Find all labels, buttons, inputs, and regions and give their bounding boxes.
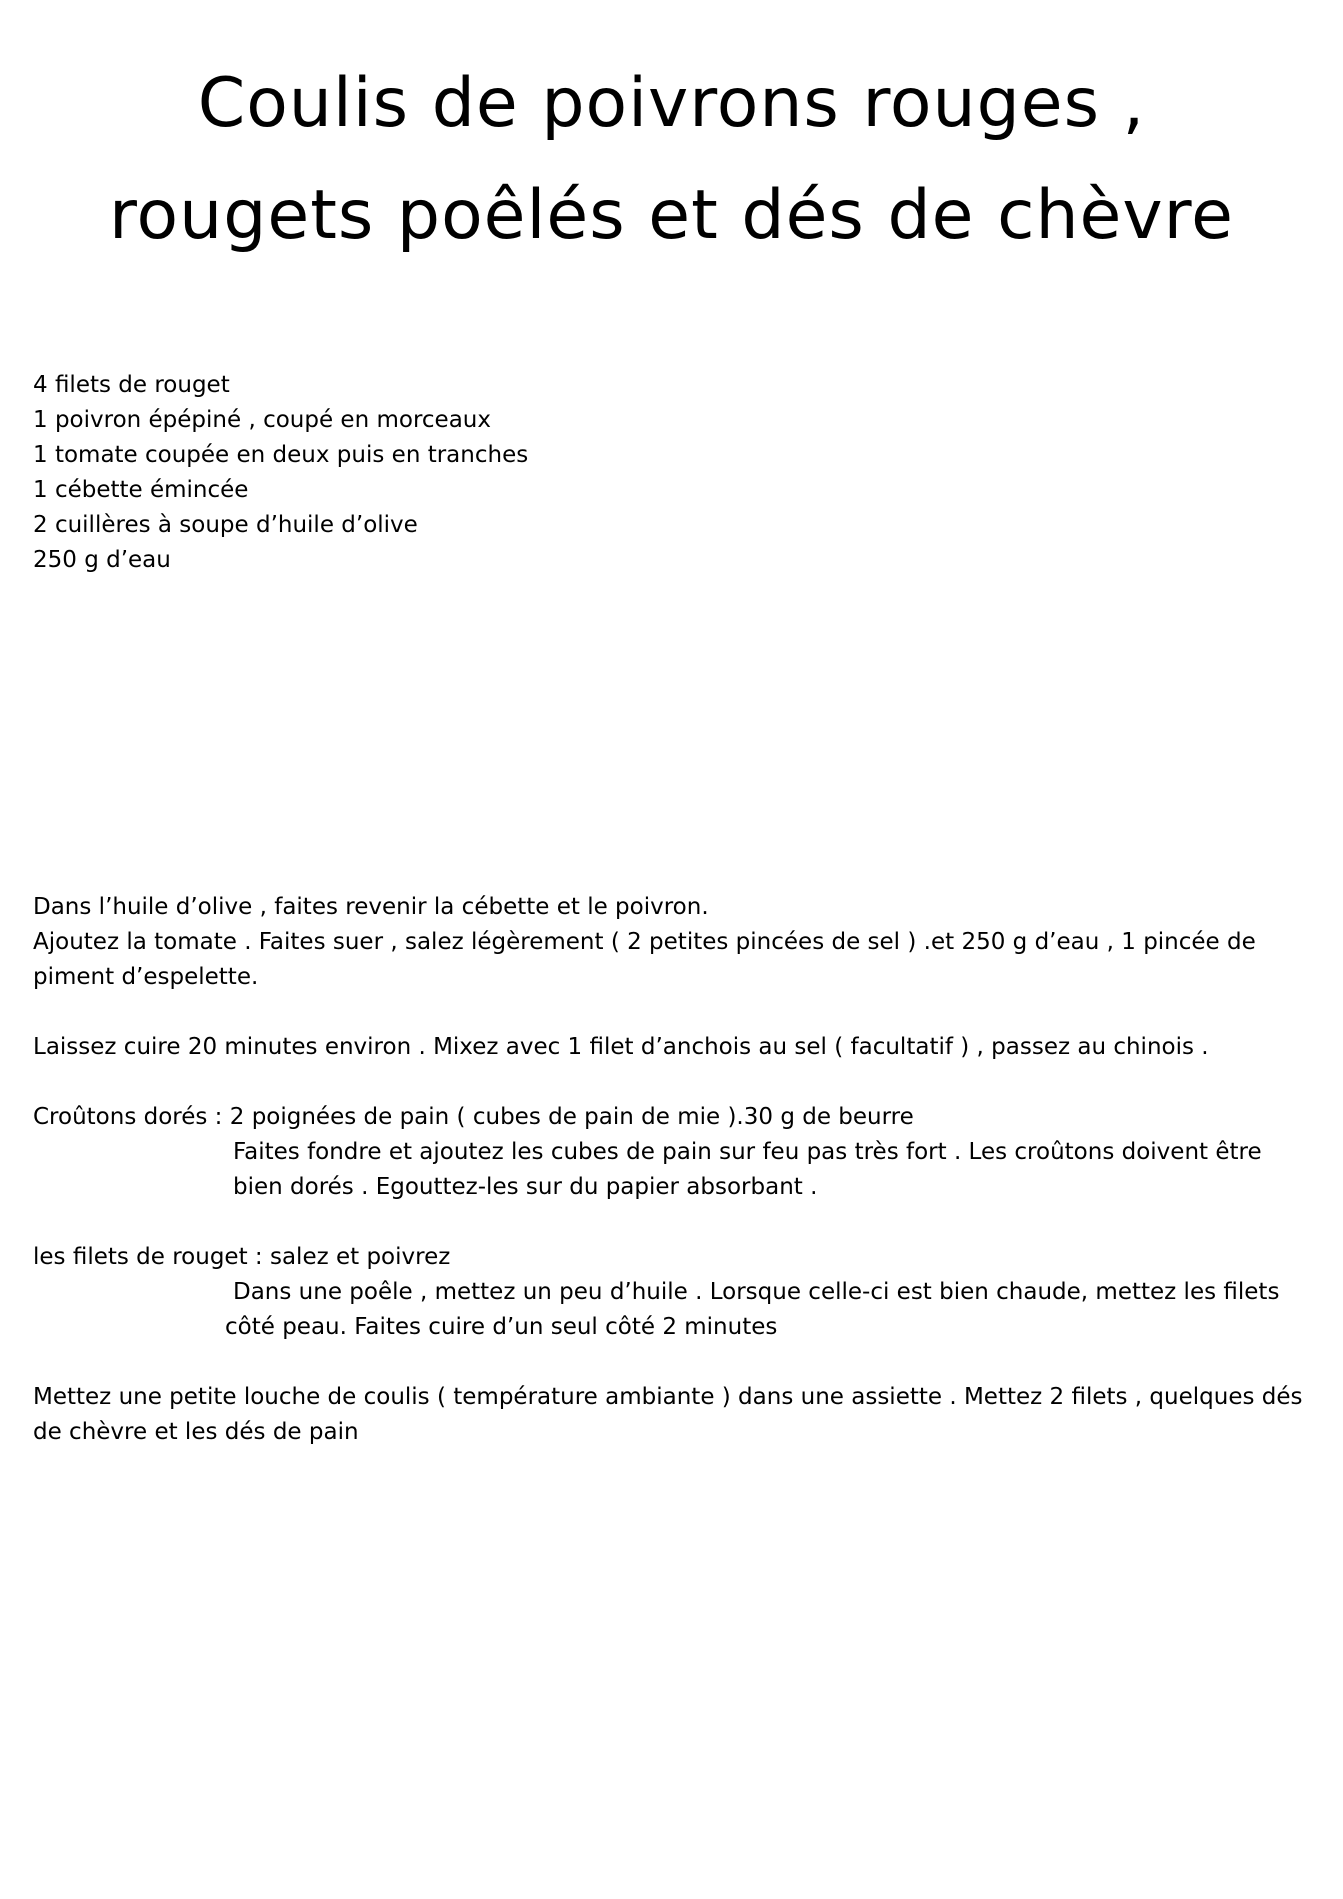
title-line-1: Coulis de poivrons rouges , [197, 64, 1146, 143]
croutons-line: bien dorés . Egouttez-les sur du papier absorbant . [233, 1174, 818, 1200]
instructions [33, 890, 1323, 1450]
serve-line: Mettez une petite louche de coulis ( température ambiante ) dans une assiette . Mettez 2 filets , quelques dés [33, 1384, 1303, 1410]
rouget-line: les filets de rouget : salez et poivrez [33, 1244, 451, 1270]
step-2-line: Laissez cuire 20 minutes environ . Mixez avec 1 filet d’anchois au sel ( facultatif ) , passez au chinois . [33, 1034, 1209, 1060]
step-1-line: piment d’espelette. [33, 964, 259, 990]
spacer [33, 1065, 1323, 1100]
rouget-line: côté peau. Faites cuire d’un seul côté 2 minutes [225, 1314, 778, 1340]
ingredient-item: 250 g d’eau [33, 547, 171, 573]
ingredient-item: 1 poivron épépiné , coupé en morceaux [33, 407, 491, 433]
spacer [33, 995, 1323, 1030]
title-line-2: rougets poêlés et dés de chèvre [109, 176, 1234, 255]
serve-line: de chèvre et les dés de pain [33, 1419, 359, 1445]
ingredient-item: 2 cuillères à soupe d’huile d’olive [33, 512, 418, 538]
ingredient-item: 1 cébette émincée [33, 477, 249, 503]
step-1-line: Ajoutez la tomate . Faites suer , salez légèrement ( 2 petites pincées de sel ) .et 250 g d’eau , 1 pincée de [33, 929, 1256, 955]
step-1-line: Dans l’huile d’olive , faites revenir la cébette et le poivron. [33, 894, 709, 920]
page-title [0, 48, 1343, 272]
ingredient-list [33, 368, 528, 578]
croutons-line: Faites fondre et ajoutez les cubes de pain sur feu pas très fort . Les croûtons doivent être [233, 1139, 1262, 1165]
rouget-line: Dans une poêle , mettez un peu d’huile . Lorsque celle-ci est bien chaude, mettez les filets [233, 1279, 1280, 1305]
croutons-line: Croûtons dorés : 2 poignées de pain ( cubes de pain de mie ).30 g de beurre [33, 1104, 914, 1130]
spacer [33, 1345, 1323, 1380]
ingredient-item: 1 tomate coupée en deux puis en tranches [33, 442, 529, 468]
spacer [33, 1205, 1323, 1240]
ingredient-item: 4 filets de rouget [33, 372, 230, 398]
